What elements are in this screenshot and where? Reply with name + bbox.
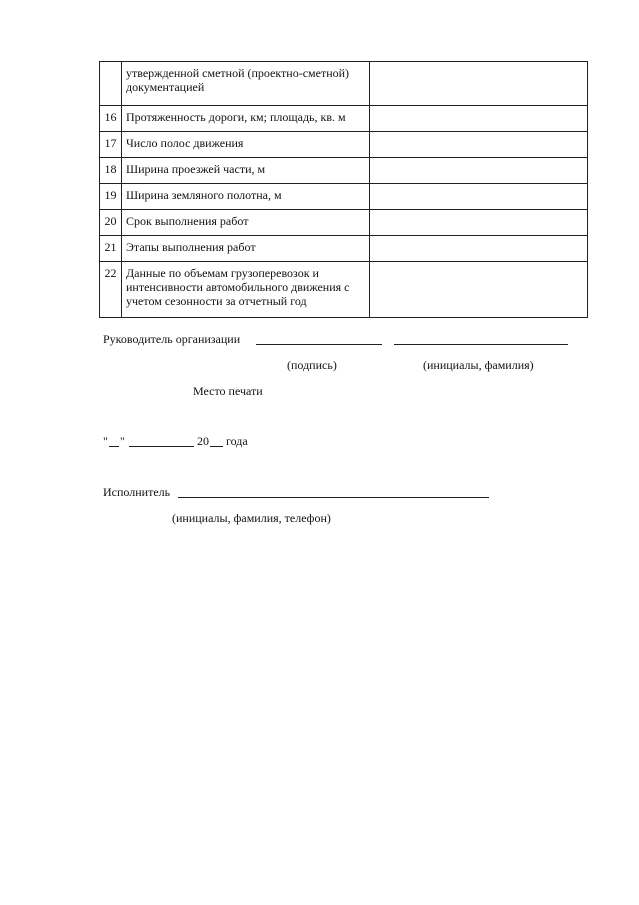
signature-caption: (подпись) (287, 358, 337, 372)
row-number: 19 (100, 184, 122, 210)
row-number: 21 (100, 236, 122, 262)
row-label: Этапы выполнения работ (122, 236, 370, 262)
executor-label: Исполнитель (103, 485, 171, 499)
row-value-cell[interactable] (370, 132, 588, 158)
executor-line[interactable] (178, 497, 489, 498)
name-line[interactable] (394, 344, 568, 345)
row-number: 16 (100, 106, 122, 132)
report-table (99, 61, 588, 318)
date-day-line[interactable] (109, 446, 119, 447)
date-open-quote: " (103, 434, 108, 448)
stamp-place-label: Место печати (193, 384, 263, 398)
row-number: 18 (100, 158, 122, 184)
row-label: Ширина проезжей части, м (122, 158, 370, 184)
row-value-cell[interactable] (370, 262, 588, 318)
date-month-line[interactable] (129, 446, 194, 447)
row-value-cell[interactable] (370, 106, 588, 132)
table-row (100, 184, 588, 210)
row-label: Срок выполнения работ (122, 210, 370, 236)
table-row (100, 236, 588, 262)
row-label: Ширина земляного полотна, м (122, 184, 370, 210)
row-label: Данные по объемам грузоперевозок и интенсивности автомобильного движения с учетом сезонности за отчетный год (122, 262, 370, 318)
name-caption: (инициалы, фамилия) (423, 358, 534, 372)
row-value-cell[interactable] (370, 210, 588, 236)
table-row (100, 106, 588, 132)
date-year-suffix: года (226, 434, 248, 448)
row-number: 20 (100, 210, 122, 236)
row-value-cell[interactable] (370, 236, 588, 262)
row-label: Протяженность дороги, км; площадь, кв. м (122, 106, 370, 132)
table-row (100, 210, 588, 236)
row-value-cell[interactable] (370, 158, 588, 184)
table-row (100, 132, 588, 158)
date-close-quote: " (120, 434, 125, 448)
head-of-organization-label: Руководитель организации (103, 332, 241, 346)
table-row (100, 62, 588, 106)
signature-line[interactable] (256, 344, 382, 345)
row-number: 22 (100, 262, 122, 318)
executor-caption: (инициалы, фамилия, телефон) (172, 511, 331, 525)
row-value-cell[interactable] (370, 184, 588, 210)
row-label: Число полос движения (122, 132, 370, 158)
date-year-prefix: 20 (197, 434, 209, 448)
row-number: 17 (100, 132, 122, 158)
row-value-cell[interactable] (370, 62, 588, 106)
date-year-line[interactable] (210, 446, 223, 447)
row-number (100, 62, 122, 106)
row-label: утвержденной сметной (проектно-сметной) документацией (122, 62, 370, 106)
table-row (100, 262, 588, 318)
table-row (100, 158, 588, 184)
